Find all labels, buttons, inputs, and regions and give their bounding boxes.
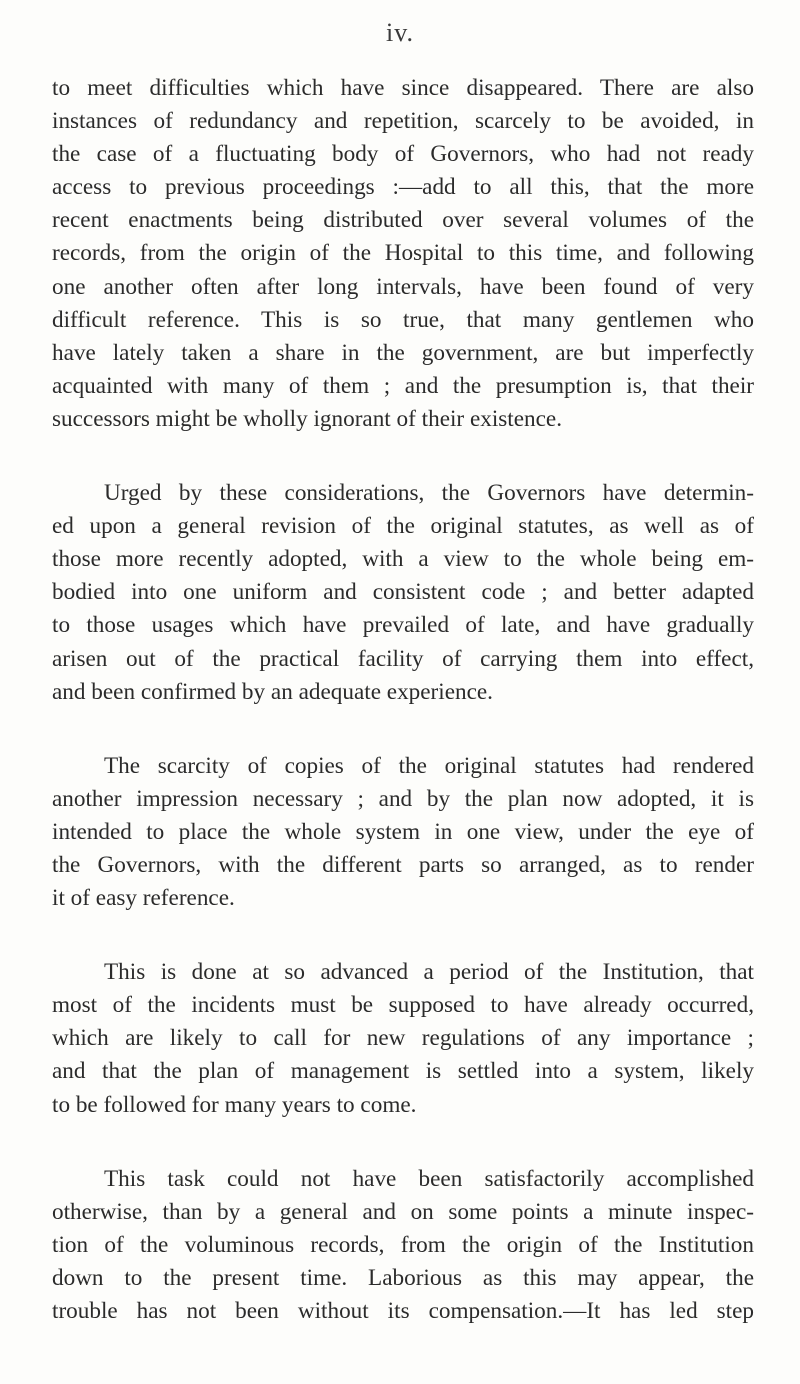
text-column [52,72,754,1328]
text-line: Urged by these considerations, the Governors have determin- [104,480,754,507]
text-line: and that the plan of management is settled into a system, likely [52,1058,754,1085]
text-line: those more recently adopted, with a view to the whole being em- [52,546,754,573]
text-line: the Governors, with the different parts so arranged, as to render [52,851,754,878]
text-line: one another often after long intervals, have been found of very [52,273,754,300]
text-line: ed upon a general revision of the original statutes, as well as of [52,513,754,540]
paragraph-1 [52,72,754,436]
text-line: intended to place the whole system in one view, under the eye of [52,818,754,845]
text-line: instances of redundancy and repetition, scarcely to be avoided, in [52,108,754,135]
paragraph-gap [52,915,754,956]
text-line: it of easy reference. [52,885,235,912]
text-line: acquainted with many of them ; and the presumption is, that their [52,372,754,399]
paragraph-3 [52,750,754,915]
text-line: otherwise, than by a general and on some points a minute inspec- [52,1198,754,1225]
text-line: which are likely to call for new regulations of any importance ; [52,1025,754,1052]
text-line: access to previous proceedings :—add to all this, that the more [52,174,754,201]
paragraph-4 [52,956,754,1121]
text-line: the case of a fluctuating body of Governors, who had not ready [52,141,754,168]
paragraph-gap [52,436,754,477]
text-line: most of the incidents must be supposed to have already occurred, [52,992,754,1019]
text-line: records, from the origin of the Hospital to this time, and following [52,240,754,267]
text-line: have lately taken a share in the government, are but imperfectly [52,339,754,366]
text-line: This is done at so advanced a period of the Institution, that [104,959,754,986]
paragraph-2 [52,477,754,709]
text-line: to those usages which have prevailed of late, and have gradually [52,612,754,639]
text-line: another impression necessary ; and by the plan now adopted, it is [52,785,754,812]
text-line: recent enactments being distributed over several volumes of the [52,207,754,234]
page-number: iv. [385,18,415,47]
text-line: to meet difficulties which have since disappeared. There are also [52,75,754,101]
text-line: The scarcity of copies of the original statutes had rendered [104,752,754,779]
paragraph-gap [52,1122,754,1163]
text-line: to be followed for many years to come. [52,1091,417,1118]
text-line: This task could not have been satisfactorily accomplished [104,1165,754,1192]
text-line: tion of the voluminous records, from the origin of the Institution [52,1231,754,1258]
text-line: trouble has not been without its compensation.—It has led step [52,1298,754,1324]
text-line: arisen out of the practical facility of carrying them into effect, [52,645,754,672]
text-line: difficult reference. This is so true, that many gentlemen who [52,306,754,333]
text-line: successors might be wholly ignorant of their existence. [52,405,563,432]
text-line: bodied into one uniform and consistent code ; and better adapted [52,579,754,606]
paragraph-gap [52,709,754,750]
text-line: down to the present time. Laborious as this may appear, the [52,1264,754,1291]
text-line: and been confirmed by an adequate experience. [52,678,493,705]
paragraph-5 [52,1163,754,1328]
